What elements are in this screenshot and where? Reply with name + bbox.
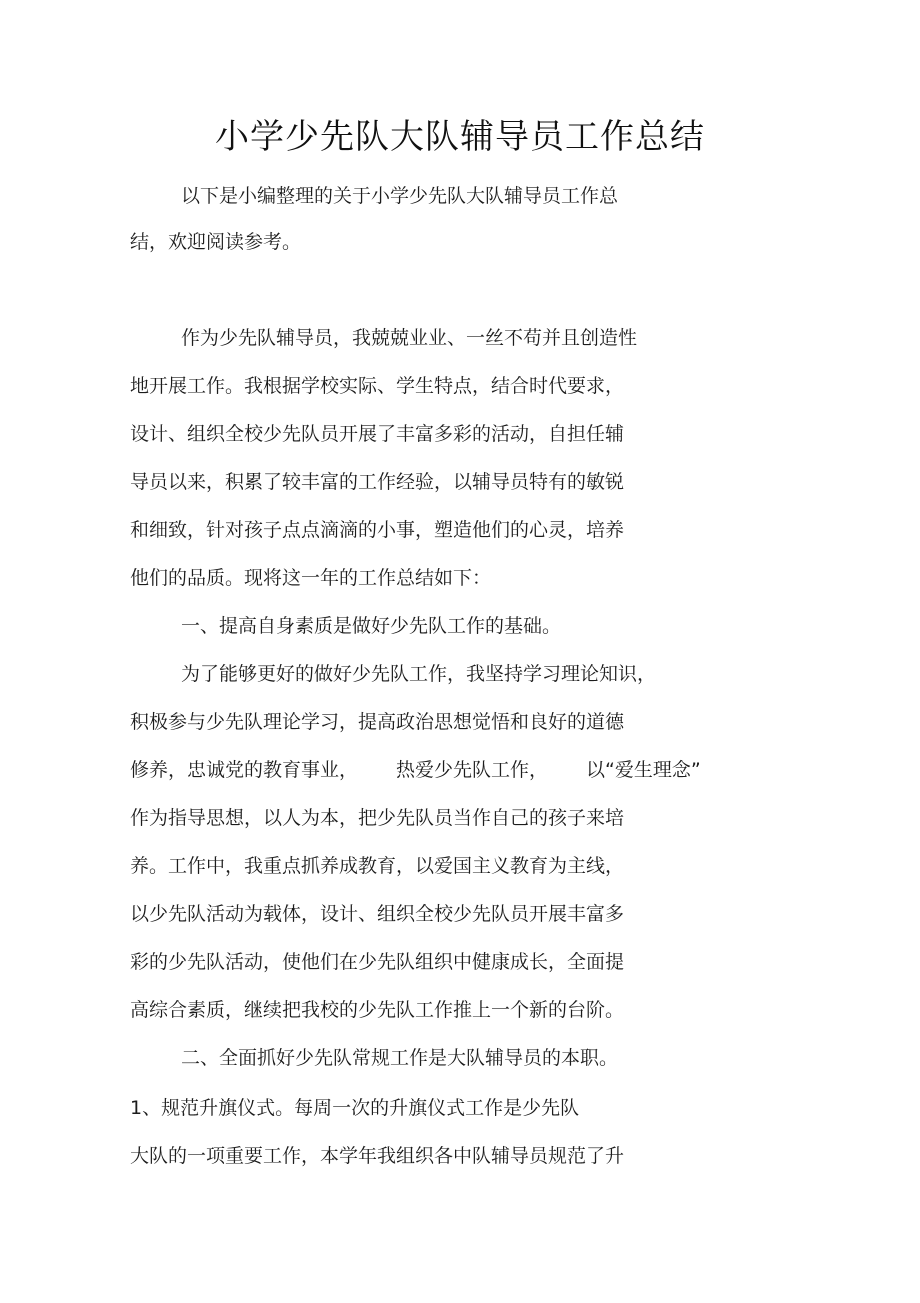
paragraph2-line-8: 高综合素质，继续把我校的少先队工作推上一个新的台阶。 <box>130 999 625 1021</box>
intro-line-2: 结，欢迎阅读参考。 <box>130 231 302 253</box>
paragraph1-line-2: 地开展工作。我根据学校实际、学生特点，结合时代要求， <box>130 375 625 397</box>
section-heading-1: 一、提高自身素质是做好少先队工作的基础。 <box>181 615 562 637</box>
intro-line-1: 以下是小编整理的关于小学少先队大队辅导员工作总 <box>181 185 619 207</box>
paragraph1-line-4: 导员以来，积累了较丰富的工作经验，以辅导员特有的敏锐 <box>130 471 625 493</box>
document-title: 小学少先队大队辅导员工作总结 <box>215 117 705 157</box>
item1-line-1: 1、规范升旗仪式。每周一次的升旗仪式工作是少先队 <box>130 1097 580 1119</box>
paragraph2-line-3 <box>130 754 701 786</box>
section-heading-2: 二、全面抓好少先队常规工作是大队辅导员的本职。 <box>181 1047 619 1069</box>
item1-line-2: 大队的一项重要工作，本学年我组织各中队辅导员规范了升 <box>130 1145 625 1167</box>
paragraph2-line-3-part-a: 修养，忠诚党的教育事业， <box>130 759 359 781</box>
paragraph2-line-3-part-b: 热爱少先队工作， <box>396 759 549 781</box>
paragraph2-line-5: 养。工作中，我重点抓养成教育，以爱国主义教育为主线， <box>130 855 625 877</box>
paragraph1-line-1: 作为少先队辅导员，我兢兢业业、一丝不苟并且创造性 <box>181 327 638 349</box>
paragraph1-line-5: 和细致，针对孩子点点滴滴的小事，塑造他们的心灵，培养 <box>130 519 625 541</box>
paragraph2-line-1: 为了能够更好的做好少先队工作，我坚持学习理论知识， <box>181 663 657 685</box>
paragraph1-line-3: 设计、组织全校少先队员开展了丰富多彩的活动，自担任辅 <box>130 423 625 445</box>
paragraph1-line-6: 他们的品质。现将这一年的工作总结如下： <box>130 567 492 589</box>
paragraph2-line-3-part-c: 以“爱生理念” <box>586 759 701 781</box>
paragraph2-line-4: 作为指导思想，以人为本，把少先队员当作自己的孩子来培 <box>130 807 625 829</box>
paragraph2-line-7: 彩的少先队活动，使他们在少先队组织中健康成长，全面提 <box>130 951 625 973</box>
paragraph2-line-2: 积极参与少先队理论学习，提高政治思想觉悟和良好的道德 <box>130 711 625 733</box>
paragraph2-line-6: 以少先队活动为载体，设计、组织全校少先队员开展丰富多 <box>130 903 625 925</box>
